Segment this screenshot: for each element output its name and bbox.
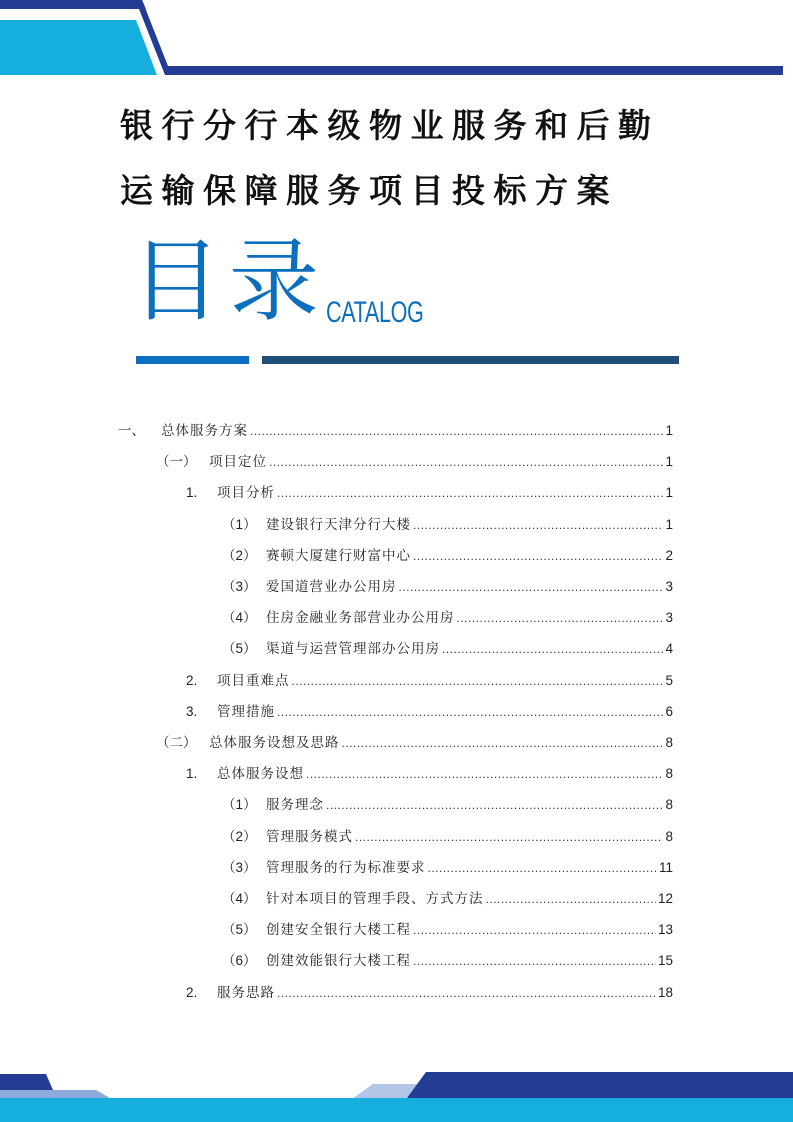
toc-entry-page: 3 <box>665 610 673 626</box>
toc-entry-page: 8 <box>665 828 673 844</box>
toc-entry-title: 渠道与运营管理部办公用房 <box>266 641 440 657</box>
toc-entry-title: 项目定位 <box>209 454 267 470</box>
toc-entry-page: 15 <box>657 953 673 969</box>
toc-entry-title: 管理措施 <box>217 703 275 719</box>
toc-entry-number: 3. <box>186 703 198 719</box>
toc-entry-title: 爱国道营业办公用房 <box>266 579 397 594</box>
catalog-heading: 目录 <box>131 229 327 334</box>
toc-entry-number: （1） <box>222 516 257 532</box>
toc-entry-number: （一） <box>156 454 197 470</box>
toc-entry-number: （4） <box>222 610 257 626</box>
toc-entry-title: 总体服务设想及思路 <box>209 735 340 750</box>
toc-entry-page: 5 <box>665 672 673 688</box>
toc-entry-title: 管理服务的行为标准要求 <box>266 859 426 875</box>
toc-entry-number: （5） <box>222 922 257 938</box>
toc-entry-page: 4 <box>665 641 673 657</box>
toc-entry-number: 2. <box>186 672 198 688</box>
toc-entry-page: 1 <box>665 454 673 470</box>
toc-entry-number: 1. <box>186 485 198 501</box>
toc-entry-title: 服务理念 <box>266 797 324 813</box>
toc-entry-title: 创建效能银行大楼工程 <box>266 953 411 969</box>
toc-entry-title: 项目重难点 <box>217 672 290 688</box>
toc-entry-page: 8 <box>665 797 673 813</box>
toc-entry-page: 1 <box>665 423 673 438</box>
toc-entry-page: 8 <box>665 766 673 782</box>
toc-entry-number: （5） <box>222 641 257 657</box>
catalog-heading-english: CATALOG <box>326 296 424 329</box>
toc-entry-page: 8 <box>665 735 673 750</box>
toc-entry-number: （3） <box>222 859 257 875</box>
toc-entry-number: （6） <box>222 953 257 969</box>
toc-entry-title: 总体服务方案 <box>161 423 248 438</box>
toc-entry-page: 6 <box>665 703 673 719</box>
toc-entry-title: 住房金融业务部营业办公用房 <box>266 610 455 626</box>
toc-entry-page: 1 <box>665 516 673 532</box>
toc-entry-title: 服务思路 <box>217 984 275 1000</box>
toc-entry-title: 建设银行天津分行大楼 <box>266 516 411 532</box>
toc-entry-page: 11 <box>658 859 673 875</box>
toc-entry-title: 管理服务模式 <box>266 828 353 844</box>
toc-entry-title: 项目分析 <box>217 485 275 501</box>
toc-entry-page: 2 <box>665 547 673 563</box>
toc-entry-page: 18 <box>657 984 673 1000</box>
header-shapes <box>0 0 793 80</box>
toc-entry-number: （2） <box>222 828 257 844</box>
toc-entry-page: 1 <box>665 485 673 501</box>
document-title-line-2: 运输保障服务项目投标方案 <box>120 171 618 210</box>
toc-entry-number: （4） <box>222 891 257 906</box>
toc-entry-title: 针对本项目的管理手段、方式方法 <box>266 891 484 906</box>
toc-entry-number: 一、 <box>118 423 145 438</box>
toc-entry-page: 12 <box>657 891 673 906</box>
document-title-line-1: 银行分行本级物业服务和后勤 <box>120 106 660 145</box>
toc-entry-number: （二） <box>156 735 197 750</box>
toc-entry-page: 3 <box>665 579 673 594</box>
toc-entry-number: 2. <box>186 984 198 1000</box>
toc-entry-number: （1） <box>222 797 257 813</box>
toc-entry-page: 13 <box>657 922 673 938</box>
toc-entry-title: 赛顿大厦建行财富中心 <box>266 547 411 563</box>
toc-entry-title: 创建安全银行大楼工程 <box>266 922 411 938</box>
toc-entry-number: （2） <box>222 547 257 563</box>
toc-entry-number: 1. <box>186 766 198 782</box>
toc-entry-title: 总体服务设想 <box>217 766 304 782</box>
toc-entry-number: （3） <box>222 579 257 594</box>
